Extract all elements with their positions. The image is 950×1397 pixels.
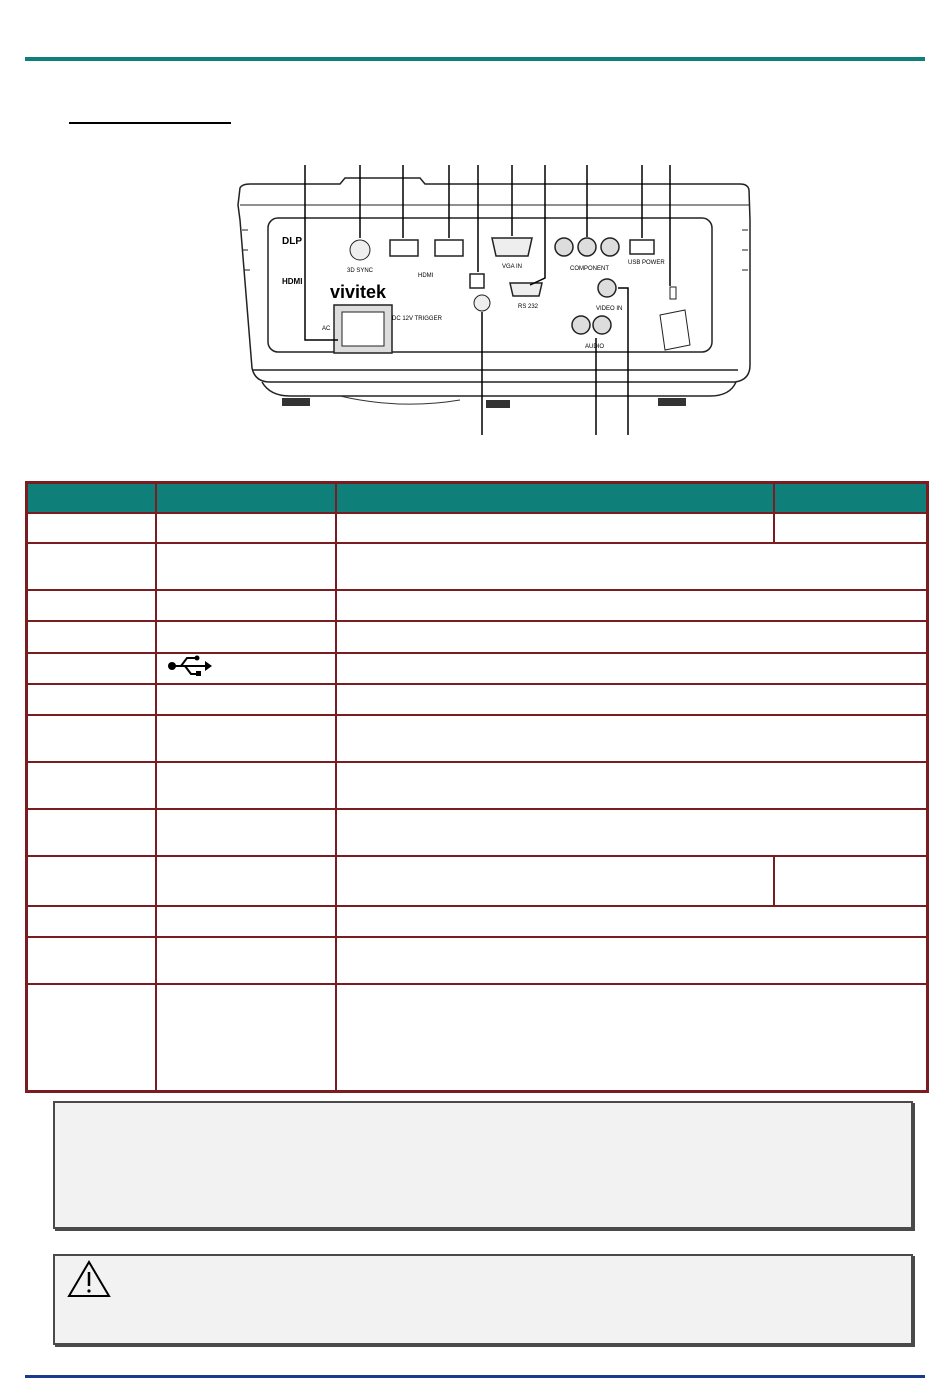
table-row <box>27 513 928 543</box>
dlp-logo: DLP <box>282 236 302 247</box>
header-cell <box>336 483 774 514</box>
brand-logo: vivitek <box>330 282 387 302</box>
table-row <box>27 543 928 590</box>
header-cell <box>27 483 156 514</box>
header-cell <box>774 483 928 514</box>
video-in-label: VIDEO IN <box>596 306 623 312</box>
table-row <box>27 984 928 1092</box>
ac-label: AC <box>322 326 331 332</box>
warning-icon <box>67 1260 111 1298</box>
note-box <box>53 1101 913 1229</box>
table-row <box>27 906 928 937</box>
hdmi-logo: HDMI <box>282 277 303 286</box>
top-rule <box>25 57 925 61</box>
usb-power-label: USB POWER <box>628 260 665 266</box>
table-row <box>27 590 928 621</box>
warning-box <box>53 1254 913 1345</box>
header-cell <box>156 483 336 514</box>
component-label: COMPONENT <box>570 266 609 272</box>
table-row <box>27 937 928 984</box>
usb-icon <box>167 655 213 677</box>
section-heading-underline <box>69 122 231 124</box>
usb-symbol-cell <box>156 653 336 684</box>
table-row <box>27 653 928 684</box>
rs232-label: RS 232 <box>518 304 539 310</box>
hdmi-label: HDMI <box>418 273 434 279</box>
projector-rear-panel-diagram <box>230 160 760 440</box>
table-row <box>27 715 928 762</box>
trigger-label: DC 12V TRIGGER <box>392 316 442 322</box>
audio-label: AUDIO <box>585 344 605 350</box>
table-row <box>27 856 928 905</box>
3d-sync-label: 3D SYNC <box>347 268 374 274</box>
table-row <box>27 762 928 809</box>
table-row <box>27 809 928 856</box>
table-row <box>27 684 928 715</box>
connector-table <box>25 481 929 1093</box>
vga-label: VGA IN <box>502 264 523 270</box>
table-header-row <box>27 483 928 514</box>
table-row <box>27 621 928 652</box>
footer-rule <box>25 1375 925 1378</box>
